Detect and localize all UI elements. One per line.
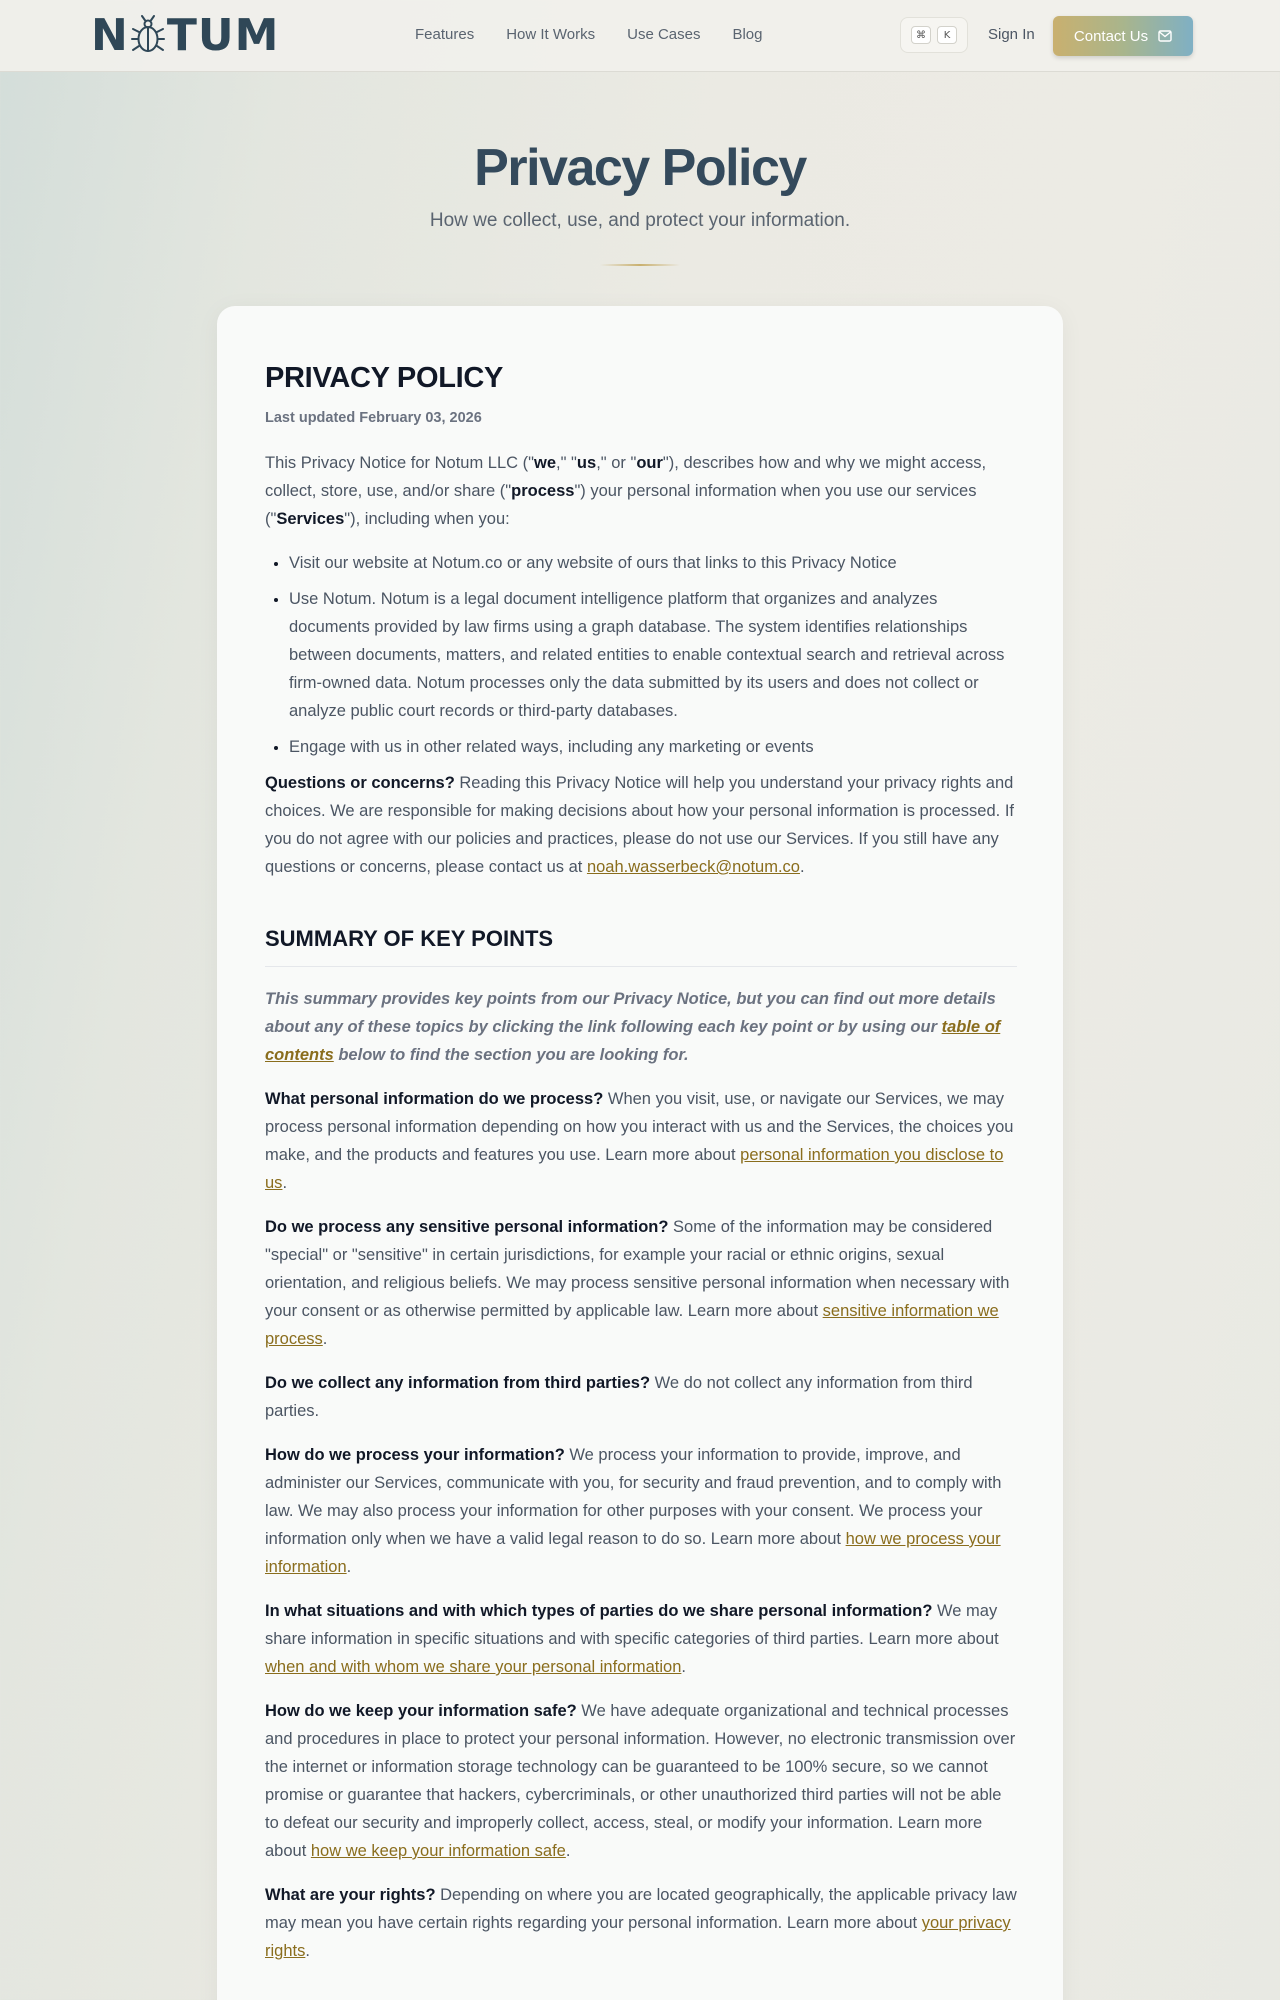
page-subtitle: How we collect, use, and protect your information. [429, 210, 851, 231]
share-information-link[interactable]: when and with whom we share your personal information [265, 1658, 682, 1676]
key-point: What are your rights? Depending on where you are located geographically, the applicable privacy law may mean you have certain rights regarding your personal information. Learn more about your privacy rights. [265, 1886, 1017, 1960]
page-title: Privacy Policy [474, 139, 806, 197]
command-key-icon: ⌘ [911, 26, 931, 44]
beetle-icon [130, 14, 166, 56]
privacy-rights-link[interactable]: your privacy rights [265, 1914, 1011, 1960]
contact-us-label: Contact Us [1073, 27, 1149, 45]
sensitive-information-link[interactable]: sensitive information we process [265, 1302, 999, 1348]
policy-heading: PRIVACY POLICY [265, 362, 504, 394]
k-key: K [937, 26, 957, 44]
key-point: In what situations and with which types of parties do we share personal information? We may share information in specific situations and with specific categories of third parties. Learn more about when and with whom we share your personal information. [265, 1602, 999, 1676]
questions-label: Questions or concerns? [265, 774, 455, 792]
command-palette-shortcut[interactable] [900, 17, 968, 53]
title-divider [600, 264, 680, 266]
notum-logo[interactable] [91, 9, 280, 61]
key-point: Do we collect any information from third parties? We do not collect any information from third parties. [265, 1374, 973, 1420]
logo-letters-tum: TUM [166, 9, 280, 61]
summary-heading: SUMMARY OF KEY POINTS [265, 926, 1017, 967]
last-updated: Last updated February 03, 2026 [265, 410, 482, 426]
key-point: How do we process your information? We process your information to provide, improve, and administer our Services, communicate with you, for security and fraud prevention, and to comply with law. We may also process your information for other purposes with your consent. We process your information only when we have a valid legal reason to do so. Learn more about how we process your information. [265, 1446, 1002, 1576]
key-point: How do we keep your information safe? We have adequate organizational and technical processes and procedures in place to protect your personal information. However, no electronic transmission over the internet or information storage technology can be guaranteed to be 100% secure, so we cannot promise or guarantee that hackers, cybercriminals, or other unauthorized third parties will not be able to defeat our security and improperly collect, access, steal, or modify your information. Learn more about how we keep your information safe. [265, 1702, 1016, 1860]
sign-in-link[interactable]: Sign In [988, 26, 1035, 43]
process-information-link[interactable]: how we process your information [265, 1530, 1001, 1576]
questions-paragraph: Questions or concerns? Reading this Privacy Notice will help you understand your privacy rights and choices. We are responsible for making decisions about how your personal information is processed. If you do not agree with our policies and practices, please do not use our Services. If you still have any questions or concerns, please contact us at noah.wasserbeck@notum.co. [265, 774, 1014, 876]
summary-intro: This summary provides key points from our Privacy Notice, but you can find out more details about any of these topics by clicking the link following each key point or by using our table of contents below to find the section you are looking for. [265, 990, 1001, 1064]
policy-card [217, 306, 1063, 2000]
policy-content [265, 362, 1017, 1965]
intro-paragraph: This Privacy Notice for Notum LLC ("we," "us," or "our"), describes how and why we might access, collect, store, use, and/or share ("process") your personal information when you use our services ("Services"), including when you: [265, 454, 987, 528]
key-point: Do we process any sensitive personal information? Some of the information may be considered "special" or "sensitive" in certain jurisdictions, for example your racial or ethnic origins, sexual orientation, and religious beliefs. We may process sensitive personal information when necessary with your consent or as otherwise permitted by applicable law. Learn more about sensitive information we process. [265, 1218, 1010, 1348]
nav-item-use-cases[interactable]: Use Cases [627, 26, 701, 43]
table-of-contents-link[interactable]: table of contents [265, 1018, 1001, 1064]
mail-icon [1158, 30, 1172, 42]
information-safety-link[interactable]: how we keep your information safe [310, 1842, 566, 1860]
list-item: • Engage with us in other related ways, including any marketing or events [289, 733, 1017, 761]
list-item: • Visit our website at Notum.co or any website of ours that links to this Privacy Notice [289, 549, 1017, 577]
services-list [265, 549, 1017, 761]
logo-letter-n: N [91, 9, 129, 61]
contact-us-button[interactable] [1053, 16, 1193, 56]
personal-information-link[interactable]: personal information you disclose to us [265, 1146, 1004, 1192]
key-point: What personal information do we process? When you visit, use, or navigate our Services, we may process personal information depending on how you interact with us and the Services, the choices you make, and the products and features you use. Learn more about personal information you disclose to us. [265, 1090, 1014, 1192]
main-nav [415, 26, 795, 43]
nav-item-how-it-works[interactable]: How It Works [506, 26, 596, 43]
site-header [0, 0, 1280, 72]
nav-item-features[interactable]: Features [415, 26, 475, 43]
nav-item-blog[interactable]: Blog [732, 26, 763, 43]
list-item: • Use Notum. Notum is a legal document intelligence platform that organizes and analyzes documents provided by law firms using a graph database. The system identifies relationships between documents, matters, and related entities to enable contextual search and retrieval across firm-owned data. Notum processes only the data submitted by its users and does not collect or analyze public court records or third-party databases. [289, 585, 1017, 725]
contact-email-link[interactable]: noah.wasserbeck@notum.co [586, 858, 800, 876]
